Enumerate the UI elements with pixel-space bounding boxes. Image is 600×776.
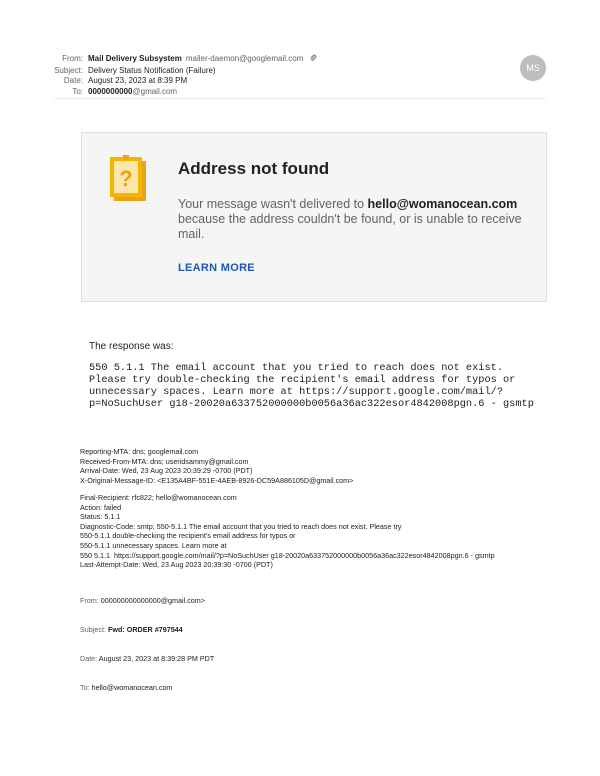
card-title: Address not found (178, 159, 330, 178)
to-label: To: (72, 86, 83, 96)
fwd-subject-label: Subject: (80, 624, 106, 634)
address-not-found-card (81, 132, 547, 302)
delivery-details-2 (80, 493, 495, 570)
detail-line: Reporting-MTA: dns; googlemail.com (80, 447, 199, 456)
fwd-subject-value: Fwd: ORDER #797544 (107, 624, 183, 634)
fwd-to-label: To: (80, 682, 90, 692)
forwarded-header (80, 577, 214, 702)
detail-line: 550 5.1.1 https://support.google.com/mail/?p=NoSuchUser g18-20020a633752000000b0056a36ac322esor4842008pgn.6 - gsmtp (80, 550, 495, 560)
date-label: Date: (63, 76, 83, 85)
paperclip-icon[interactable] (309, 54, 317, 66)
detail-line: Last-Attempt-Date: Wed, 23 Aug 2023 20:39:30 -0700 (PDT) (80, 560, 273, 570)
date-row (40, 76, 317, 87)
response-label: The response was: (89, 341, 174, 352)
code-line: Please try double-checking the recipient's email address for typos or (89, 374, 516, 386)
response-code (89, 362, 534, 410)
svg-text:?: ? (119, 166, 133, 191)
fwd-date-value: August 23, 2023 at 8:39:28 PM PDT (98, 653, 215, 663)
detail-line: X-Original-Message-ID: <E135A4BF-551E-4AEB-8926-DC59A886105D@gmail.com> (80, 475, 354, 485)
detail-line: Received-From-MTA: dns; useridsammy@gmail.com (80, 456, 249, 466)
question-note-icon (110, 155, 148, 203)
fwd-from-value: 000000000000000@gmail.com> (100, 596, 205, 606)
detail-line: Diagnostic-Code: smtp; 550-5.1.1 The email account that you tried to reach does not exist. Please try (80, 521, 402, 531)
card-message (178, 197, 528, 242)
date-value: August 23, 2023 at 8:39 PM (88, 76, 188, 85)
sender-name[interactable]: Mail Delivery Subsystem (88, 54, 182, 63)
subject-row (40, 66, 317, 77)
message-suffix: because the address couldn't be found, or is unable to receive mail. (178, 212, 522, 241)
fwd-to-row (80, 683, 214, 693)
message-prefix: Your message wasn't delivered to (178, 197, 368, 211)
avatar[interactable]: MS (520, 55, 546, 81)
email-header (40, 54, 317, 97)
subject-value: Delivery Status Notification (Failure) (88, 65, 216, 75)
code-line: unnecessary spaces. Learn more at https://support.google.com/mail/? (89, 386, 504, 398)
to-domain: @gmail.com (132, 86, 178, 96)
recipient-address: hello@womanocean.com (367, 197, 518, 211)
detail-line: Status: 5.1.1 (80, 512, 121, 522)
subject-label: Subject: (54, 65, 83, 75)
sender-email[interactable]: mailer-daemon@googlemail.com (185, 54, 304, 63)
fwd-from-row (80, 596, 214, 606)
code-line: p=NoSuchUser g18-20020a633752000000b0056a36ac322esor4842008pgn.6 - gsmtp (89, 398, 534, 410)
from-label: From: (62, 54, 83, 63)
fwd-to-value: hello@womanocean.com (91, 682, 173, 692)
detail-line: Final-Recipient: rfc822; hello@womanocean.com (80, 493, 237, 502)
delivery-details-1 (80, 447, 353, 485)
detail-line: Arrival-Date: Wed, 23 Aug 2023 20:39:29 -0700 (PDT) (80, 466, 253, 476)
learn-more-link[interactable]: LEARN MORE (178, 262, 255, 274)
from-row (40, 54, 317, 66)
code-line: 550 5.1.1 The email account that you tried to reach does not exist. (89, 362, 504, 374)
fwd-date-label: Date: (80, 653, 98, 663)
fwd-from-label: From: (80, 596, 99, 606)
fwd-subject-row (80, 625, 214, 635)
to-row (40, 87, 317, 98)
detail-line: 550-5.1.1 unnecessary spaces. Learn more at (80, 540, 227, 550)
header-divider (54, 98, 546, 99)
detail-line: Action: failed (80, 502, 122, 512)
fwd-date-row (80, 654, 214, 664)
detail-line: 550-5.1.1 double-checking the recipient's email address for typos or (80, 531, 296, 541)
to-masked: 0000000000 (88, 86, 133, 96)
